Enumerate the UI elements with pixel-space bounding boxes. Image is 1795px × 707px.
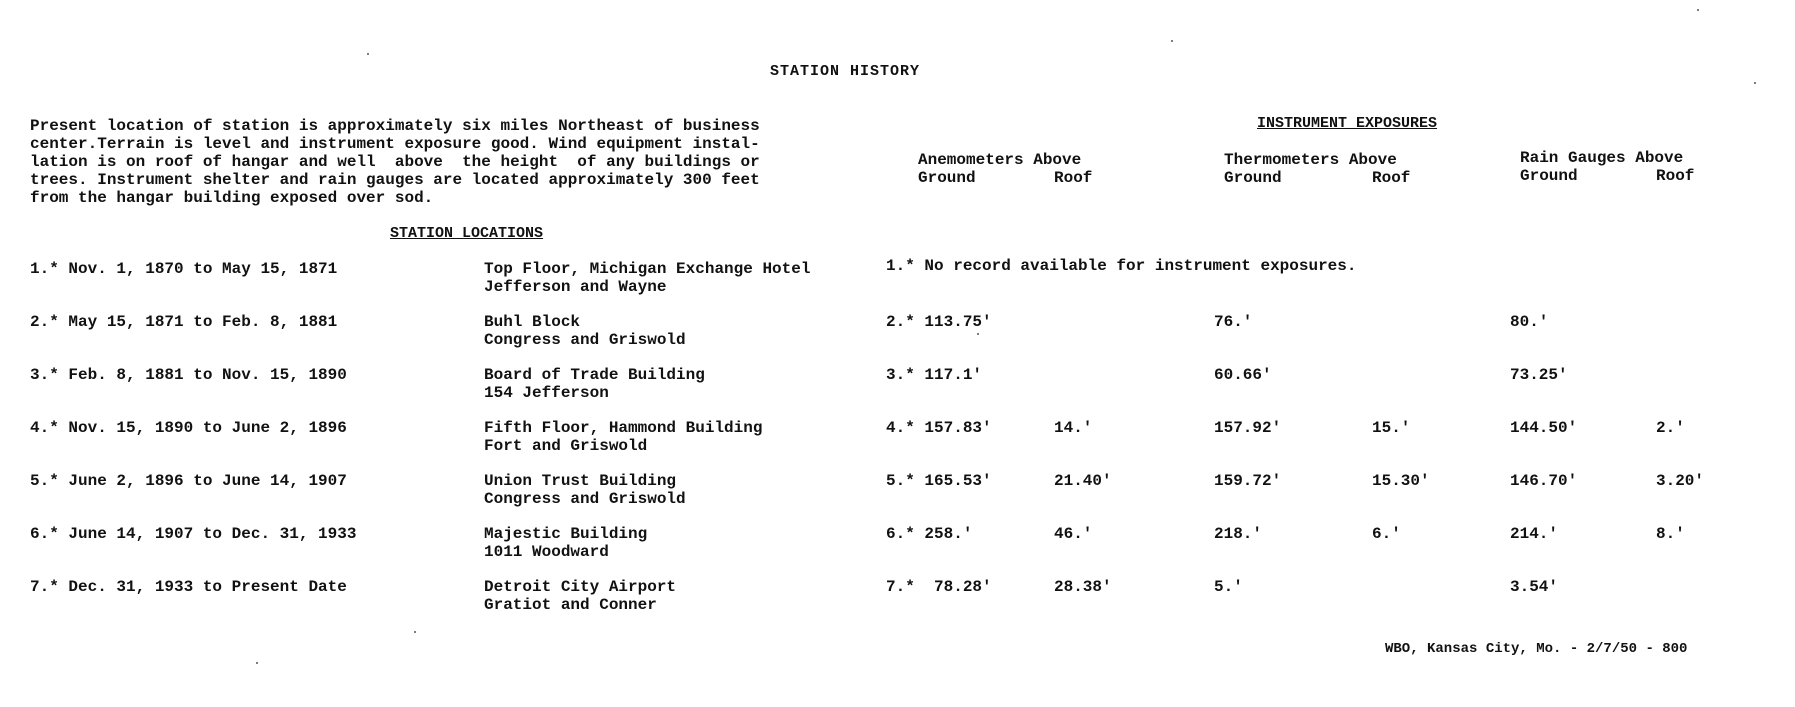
scan-speck — [414, 631, 416, 633]
group-title: Rain Gauges Above — [1520, 149, 1684, 167]
scan-speck — [977, 333, 979, 335]
station-dates: 3.* Feb. 8, 1881 to Nov. 15, 1890 — [30, 366, 347, 384]
anemometer-ground: 5.* 165.53' — [886, 472, 992, 490]
description-line: Present location of station is approximately six miles Northeast of business — [30, 117, 760, 135]
scan-speck — [1754, 82, 1756, 84]
station-location-line2: Jefferson and Wayne — [484, 278, 667, 296]
station-location-line2: Fort and Griswold — [484, 437, 648, 455]
station-dates: 7.* Dec. 31, 1933 to Present Date — [30, 578, 347, 596]
station-dates: 2.* May 15, 1871 to Feb. 8, 1881 — [30, 313, 338, 331]
station-location-line2: 154 Jefferson — [484, 384, 609, 402]
scan-speck — [256, 662, 258, 664]
scan-speck — [1697, 9, 1699, 11]
station-location-line1: Buhl Block — [484, 313, 581, 331]
anemometer-roof: 46.' — [1054, 525, 1093, 543]
station-location-line2: Gratiot and Conner — [484, 596, 657, 614]
station-dates: 6.* June 14, 1907 to Dec. 31, 1933 — [30, 525, 357, 543]
rain-gauge-ground: 144.50' — [1510, 419, 1578, 437]
station-location-line1: Majestic Building — [484, 525, 648, 543]
anemometer-roof: 21.40' — [1054, 472, 1112, 490]
rain-gauge-ground: 73.25' — [1510, 366, 1568, 384]
rain-gauge-ground: 214.' — [1510, 525, 1559, 543]
ground-label: Ground — [1520, 167, 1578, 185]
station-location-line1: Union Trust Building — [484, 472, 677, 490]
station-location-line2: 1011 Woodward — [484, 543, 609, 561]
station-dates: 4.* Nov. 15, 1890 to June 2, 1896 — [30, 419, 347, 437]
exposure-note: 1.* No record available for instrument exposures. — [886, 257, 1357, 275]
station-location-line1: Top Floor, Michigan Exchange Hotel — [484, 260, 811, 278]
thermometer-ground: 60.66' — [1214, 366, 1272, 384]
station-location-line1: Detroit City Airport — [484, 578, 677, 596]
thermometer-roof: 15.' — [1372, 419, 1411, 437]
description-line: center.Terrain is level and instrument exposure good. Wind equipment instal- — [30, 135, 760, 153]
page-title: STATION HISTORY — [770, 63, 921, 80]
thermometer-ground: 5.' — [1214, 578, 1243, 596]
anemometer-roof: 28.38' — [1054, 578, 1112, 596]
ground-label: Ground — [918, 169, 976, 187]
roof-label: Roof — [1656, 167, 1695, 185]
thermometer-ground: 159.72' — [1214, 472, 1282, 490]
group-title: Anemometers Above — [918, 151, 1082, 169]
thermometer-roof: 6.' — [1372, 525, 1401, 543]
rain-gauge-roof: 2.' — [1656, 419, 1685, 437]
station-location-line1: Fifth Floor, Hammond Building — [484, 419, 763, 437]
roof-label: Roof — [1054, 169, 1093, 187]
scan-speck — [367, 53, 369, 55]
anemometer-ground: 4.* 157.83' — [886, 419, 992, 437]
ground-label: Ground — [1224, 169, 1282, 187]
rain-gauge-ground: 80.' — [1510, 313, 1549, 331]
station-location-line1: Board of Trade Building — [484, 366, 705, 384]
scan-speck — [1171, 40, 1173, 42]
station-location-line2: Congress and Griswold — [484, 490, 686, 508]
station-dates: 5.* June 2, 1896 to June 14, 1907 — [30, 472, 347, 490]
thermometer-roof: 15.30' — [1372, 472, 1430, 490]
instrument-exposures-heading: INSTRUMENT EXPOSURES — [1257, 115, 1438, 132]
description-line: lation is on roof of hangar and well above the height of any buildings or — [30, 153, 760, 171]
roof-label: Roof — [1372, 169, 1411, 187]
anemometer-ground: 2.* 113.75' — [886, 313, 992, 331]
station-dates: 1.* Nov. 1, 1870 to May 15, 1871 — [30, 260, 338, 278]
group-title: Thermometers Above — [1224, 151, 1397, 169]
footer-note: WBO, Kansas City, Mo. - 2/7/50 - 800 — [1385, 641, 1688, 657]
station-locations-heading: STATION LOCATIONS — [390, 225, 544, 242]
rain-gauge-roof: 8.' — [1656, 525, 1685, 543]
anemometer-ground: 7.* 78.28' — [886, 578, 992, 596]
anemometer-ground: 6.* 258.' — [886, 525, 973, 543]
station-location-line2: Congress and Griswold — [484, 331, 686, 349]
thermometer-ground: 218.' — [1214, 525, 1263, 543]
thermometer-ground: 157.92' — [1214, 419, 1282, 437]
anemometer-roof: 14.' — [1054, 419, 1093, 437]
rain-gauge-ground: 146.70' — [1510, 472, 1578, 490]
description-line: trees. Instrument shelter and rain gauges are located approximately 300 feet — [30, 171, 760, 189]
thermometer-ground: 76.' — [1214, 313, 1253, 331]
description-line: from the hangar building exposed over sod. — [30, 189, 434, 207]
rain-gauge-ground: 3.54' — [1510, 578, 1559, 596]
rain-gauge-roof: 3.20' — [1656, 472, 1705, 490]
anemometer-ground: 3.* 117.1' — [886, 366, 983, 384]
